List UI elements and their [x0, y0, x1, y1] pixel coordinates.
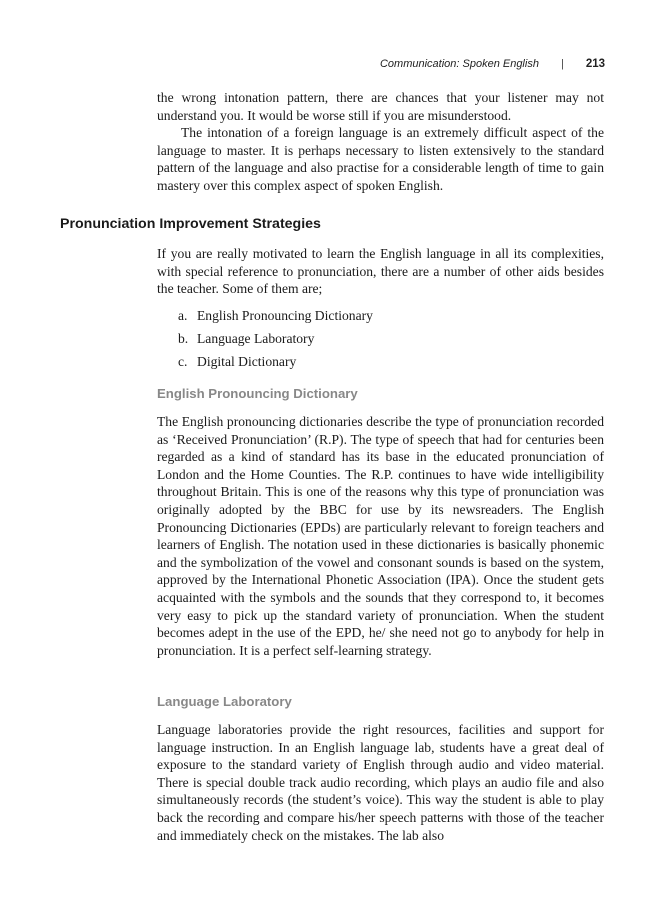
intro-paragraph-2: The intonation of a foreign language is an extremely difficult aspect of the language to master. It is perhaps necessary to listen extensively to the standard pattern of the language and also practise for a considerable length of time to gain mastery over this complex aspect of spoken English.: [157, 125, 604, 193]
epd-heading: English Pronouncing Dictionary: [157, 386, 358, 401]
page-header: [380, 58, 605, 70]
header-separator: |: [560, 58, 564, 70]
list-item: [178, 327, 373, 350]
section-heading: Pronunciation Improvement Strategies: [60, 216, 321, 232]
aids-list: [178, 304, 373, 373]
list-marker: a.: [178, 308, 188, 323]
list-item-label: Digital Dictionary: [197, 354, 297, 369]
list-marker: b.: [178, 331, 189, 346]
epd-paragraph: The English pronouncing dictionaries describe the type of pronunciation recorded as ‘Received Pronunciation’ (R.P). The type of speech that had for centuries been regarded as a kind of standard has its base in the educated pronunciation of London and the Home Counties. The R.P. continues to have wide intelligibility throughout Britain. This is one of the reasons why this type of pronunciation was originally adopted by the BBC for use by its newsreaders. The English Pronouncing Dictionaries (EPDs) are particularly relevant to foreign teachers and learners of English. The notation used in these dictionaries is basically phonemic and the symbolization of the vowel and consonant sounds is based on the system, approved by the International Phonetic Association (IPA). Once the student gets acquainted with the symbols and the sounds that they correspond to, it becomes very easy to pick up the standard variety of pronunciation. When the student becomes adept in the use of the EPD, he/ she need not go to anybody for help in pronunciation. It is a perfect self-learning strategy.: [157, 414, 604, 658]
list-item-label: Language Laboratory: [197, 331, 315, 346]
list-item: [178, 304, 373, 327]
list-marker: c.: [178, 354, 188, 369]
list-item: [178, 350, 373, 373]
lab-heading: Language Laboratory: [157, 694, 292, 709]
running-title: Communication: Spoken English: [379, 58, 539, 70]
intro-paragraph-1: the wrong intonation pattern, there are chances that your listener may not understand you. It would be worse still if you are misunderstood.: [157, 90, 604, 123]
section-intro-paragraph: If you are really motivated to learn the English language in all its complexities, with special reference to pronunciation, there are a number of other aids besides the teacher. Some of them are;: [157, 246, 604, 297]
list-item-label: English Pronouncing Dictionary: [197, 308, 373, 323]
page-number: 213: [585, 58, 605, 70]
lab-paragraph: Language laboratories provide the right resources, facilities and support for language instruction. In an English language lab, students have a great deal of exposure to the standard variety of English through audio and video material. There is special double track audio recording, which plays an audio file and also simultaneously records (the student’s voice). This way the student is able to play back the recording and compare his/her speech patterns with those of the teacher and immediately check on the mistakes. The lab also: [157, 722, 604, 843]
